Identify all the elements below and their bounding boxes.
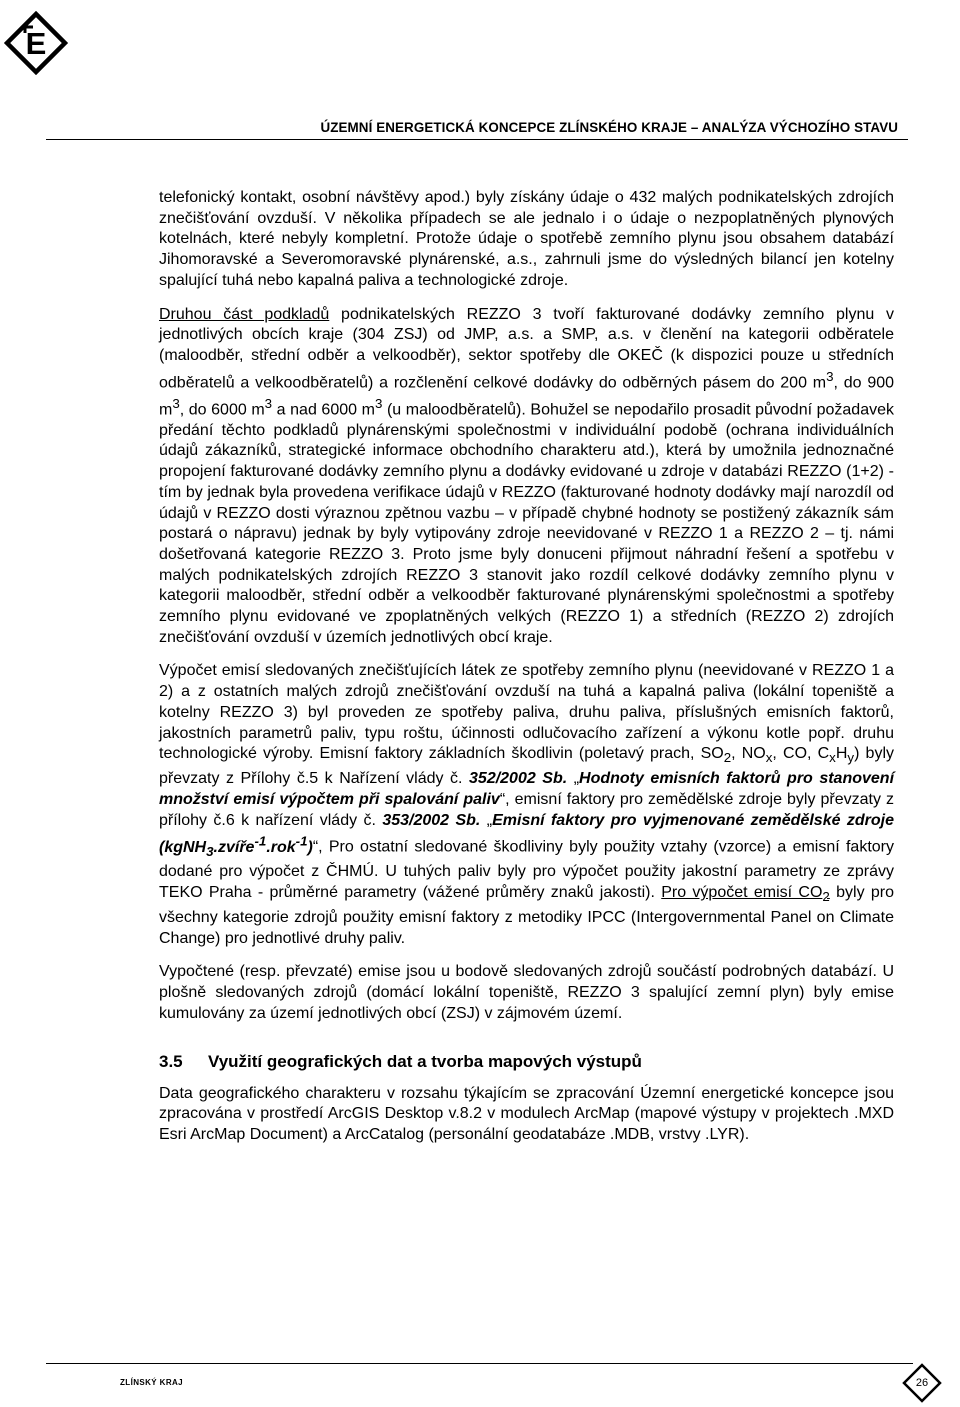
superscript: 3 <box>264 395 273 411</box>
subscript: y <box>847 750 855 766</box>
paragraph-2 <box>159 305 894 649</box>
p3-text-b: , NO <box>731 745 766 763</box>
subscript: x <box>829 750 836 766</box>
p2-text-a: podnikatelských REZZO 3 tvoří fakturované dodávky zemního plynu v jednotlivých obcích kraje (304 ZSJ) od JMP, a.s. a SMP, a.s. v členění na kategorii odběratele (maloodběr, střední odběr a velkoodběr), sektor spotřeby dle OKEČ (k dispozici pouze u středních odběratelů a velkoodběratelů) a rozčlenění celkové dodávky do odběrných pásem do 200 m <box>159 305 894 391</box>
section-number: 3.5 <box>159 1051 183 1071</box>
p3-text-f: „ <box>567 770 580 788</box>
logo-icon <box>4 11 68 75</box>
paragraph-4: Vypočtené (resp. převzaté) emise jsou u bodově sledovaných zdrojů součástí podrobných databází. U plošně sledovaných zdrojů (domácí lokální topeniště, REZZO 3 spalující zemní plyn) byly emise kumulovány za území jednotlivých obcí (ZSJ) v zájmovém území. <box>159 963 894 1022</box>
p2-text-d: a nad 6000 m <box>272 400 375 418</box>
superscript: -1 <box>254 833 267 849</box>
regulation-ref-1: 352/2002 Sb. <box>469 770 568 788</box>
footer-divider <box>46 1363 913 1364</box>
superscript: 3 <box>172 395 180 411</box>
page-number: 26 <box>915 1377 929 1389</box>
paragraph-5: Data geografického charakteru v rozsahu týkajícím se zpracování Územní energetické koncepce jsou zpracována v prostředí ArcGIS Desktop v.8.2 v modulech ArcMap (mapové výstupy v projektech .MXD Esri ArcMap Document) a ArcCatalog (personální geodatabáze .MDB, vrstvy .LYR). <box>159 1084 894 1143</box>
paragraph-1: telefonický kontakt, osobní návštěvy apod.) byly získány údaje o 432 malých podnikatelských zdrojích znečišťování ovzduší. V několika případech se ale jednalo i o údaje o nezpoplatněných plynových kotelnách, které nebyly kompletní. Protože údaje o spotřebě zemního plynu jsou obsahem databází Jihomoravské a Severomoravské plynárenské, a.s., zahrnuli jsme do výsledných bilancí jen kotelny spalující tuhá nebo kapalná paliva a technologické zdroje. <box>159 189 894 289</box>
subscript: 2 <box>723 750 732 766</box>
footer-label: ZLÍNSKÝ KRAJ <box>120 1378 184 1387</box>
superscript: 3 <box>826 368 834 384</box>
p3-underline-text: Pro výpočet emisí CO <box>661 884 823 902</box>
regulation-title-1: Hodnoty emisních faktorů pro stanovení množství emisí výpočtem při spalování paliv <box>159 770 895 808</box>
p3-text-a: Výpočet emisí sledovaných znečišťujících látek ze spotřeby zemního plynu (neevidované v REZZO 1 a 2) a z ostatních malých zdrojů znečišťování ovzduší na tuhá a kapalná paliva (lokální topeniště a kotelny REZZO 3) byl proveden ze spotřeby paliva, druhu paliva, příslušných emisních faktorů, jakostních parametrů paliv, typu roštu, účinnosti odlučovacího zařízení a výkonu kotle popř. druhu technologické výroby. Emisní faktory základních škodlivin (poletavý prach, SO <box>159 662 894 763</box>
regulation-title-2d: ) <box>307 838 313 856</box>
section-title: Využití geografických dat a tvorba mapových výstupů <box>208 1051 642 1071</box>
p2-text-b: , do 900 m <box>159 373 895 418</box>
section-heading <box>159 1051 894 1073</box>
header-divider <box>46 139 908 140</box>
underlined-phrase-co2 <box>661 884 830 905</box>
document-header-title: ÚZEMNÍ ENERGETICKÁ KONCEPCE ZLÍNSKÉHO KRAJE – ANALÝZA VÝCHOZÍHO STAVU <box>320 120 898 135</box>
document-body <box>159 188 894 1159</box>
regulation-title-2c: .rok <box>266 838 296 856</box>
p3-text-g: “, emisní faktory pro zemědělské zdroje byly převzaty z přílohy č.6 k nařízení vlády č. <box>159 790 894 829</box>
regulation-title-2b: .zvíře <box>213 838 255 856</box>
logo-letter: E <box>25 26 47 61</box>
p3-text-d: H <box>835 745 848 763</box>
regulation-title-2: Emisní faktory pro vyjmenované zemědělské zdroje (kgNH <box>159 811 894 856</box>
p2-text-e: (u maloodběratelů). Bohužel se nepodařilo prosadit původní požadavek předání těchto podkladů plynárenskými společnostmi v individuální podobě (ochrana individuálních údajů zákazníků, strategické informace obchodního charakteru atd.), která by umožnila jednoznačné propojení fakturované dodávky zemního plynu a dodávky evidované u zdroje v databázi REZZO (1+2) - tím by jednak byla provedena verifikace údajů v REZZO (fakturované hodnoty dodávky mají narozdíl od údajů v REZZO dosti výraznou zpětnou vazbu – v případě chybné hodnoty se postižený zákazník sám postará o nápravu) jednak by byly vytipovány zdroje neevidované v REZZO 1 a REZZO 2 – tj. námi došetřovaná kategorie REZZO 3. Proto jsme byly donuceni přijmout náhradní řešení a spotřebu v malých podnikatelských zdrojích REZZO 3 stanovit jako rozdíl celkové dodávky zemního plynu v kategorii maloodběr, střední odběr a velkoodběr fakturované plynárenskými společnostmi a spotřeby zemního plynu evidované ve zpoplatněných velkých (REZZO 1) a středních (REZZO 2) zdrojích znečišťování ovzduší v územích jednotlivých obcí kraje. <box>159 400 895 646</box>
superscript: -1 <box>295 833 308 849</box>
p3-text-e: ) byly převzaty z Přílohy č.5 k Nařízení vlády č. <box>159 745 895 788</box>
p3-text-i: “, Pro ostatní sledované škodliviny byly použity vztahy (vzorce) a emisní faktory dodané pro výpočet z ČHMÚ. U tuhých paliv byly pro výpočet použity jakostní parametry ze zprávy TEKO Praha - průměrné parametry (vážené průměry znaků jakosti). <box>159 838 894 902</box>
p2-text-c: , do 6000 m <box>179 400 265 418</box>
p3-text-c: , CO, C <box>772 745 830 763</box>
subscript: 3 <box>206 843 214 859</box>
subscript: x <box>765 750 773 766</box>
underlined-phrase: Druhou část podkladů <box>159 305 330 323</box>
subscript: 2 <box>822 889 830 905</box>
p3-text-j: byly pro všechny kategorie zdrojů použity emisní faktory z metodiky IPCC (Intergovernmental Panel on Climate Change) pro jednotlivé druhy paliv. <box>159 884 895 947</box>
superscript: 3 <box>374 395 383 411</box>
regulation-ref-2: 353/2002 Sb. <box>382 811 481 829</box>
p3-text-h: „ <box>480 811 493 829</box>
paragraph-3 <box>159 661 894 949</box>
